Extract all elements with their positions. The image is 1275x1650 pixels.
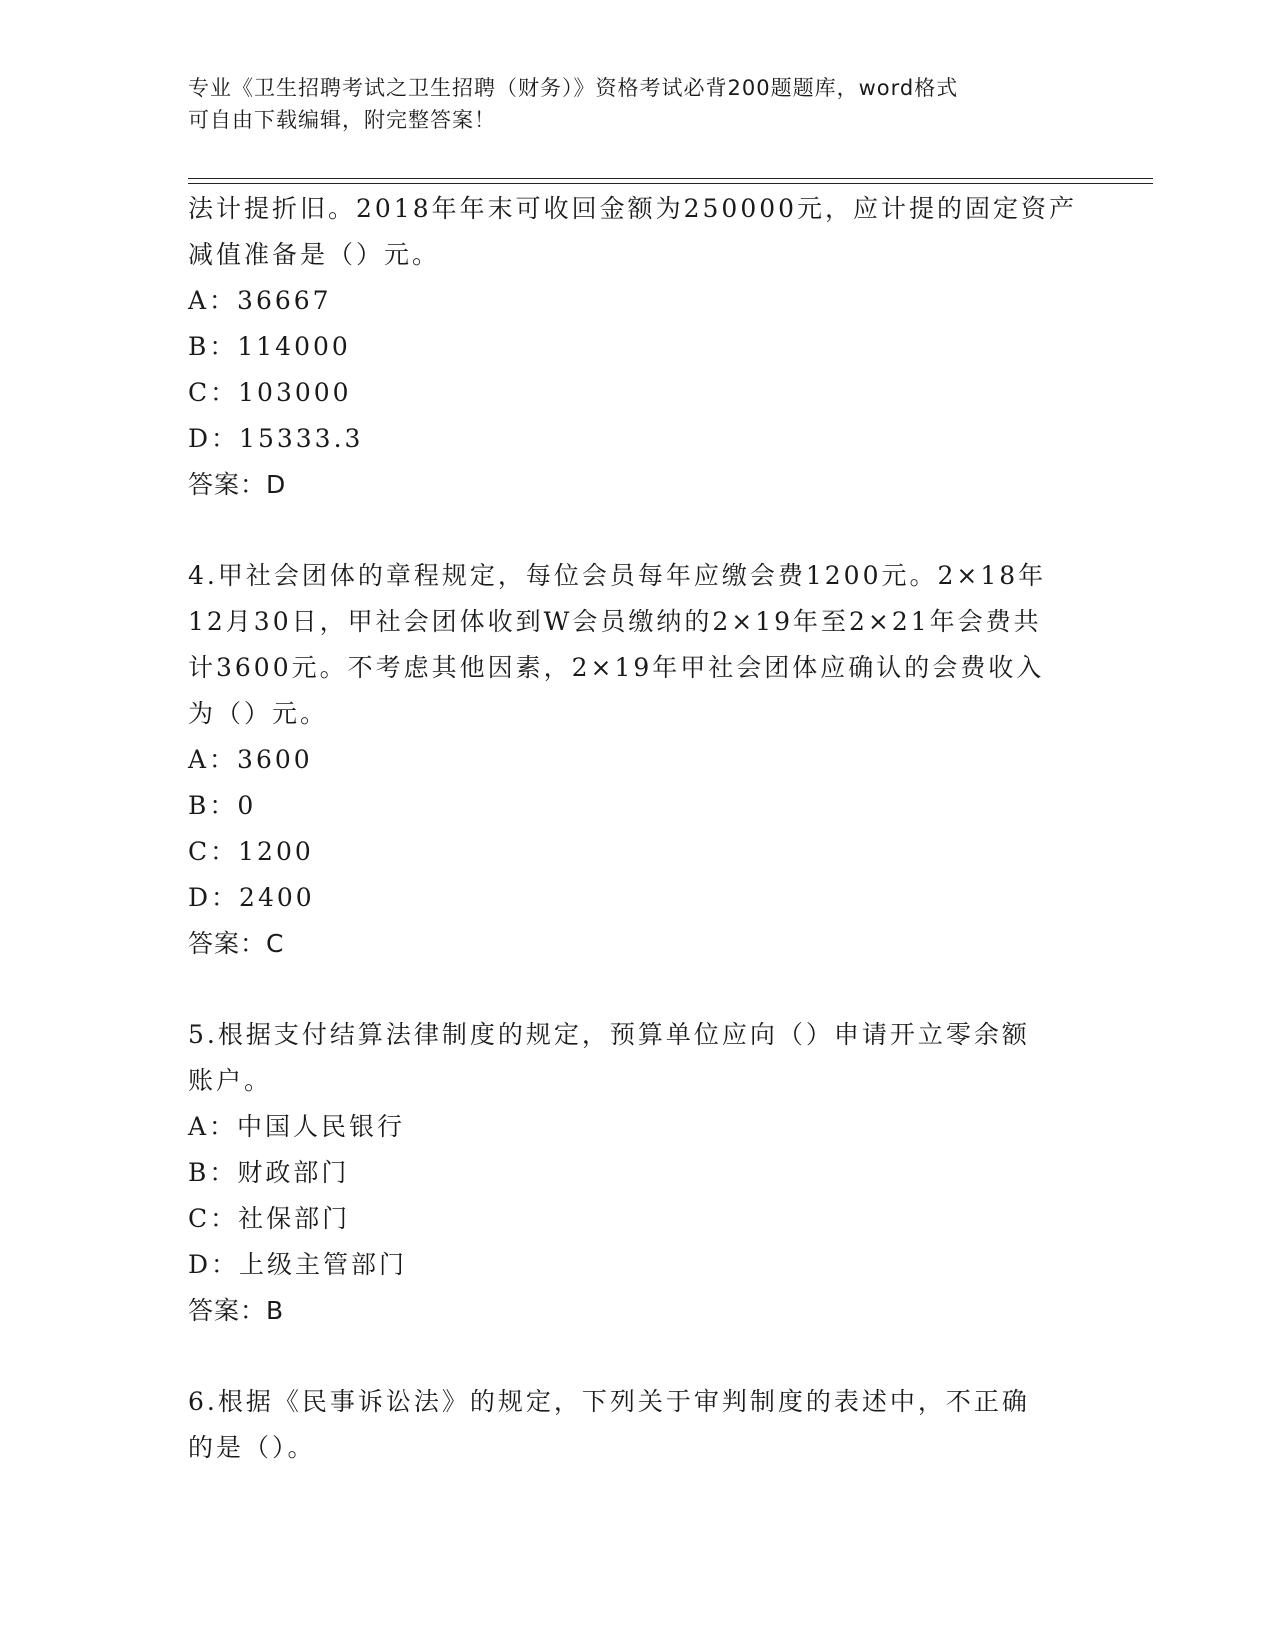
spacer — [188, 1334, 1088, 1379]
spacer — [188, 967, 1088, 1012]
option-c: C：社保部门 — [188, 1204, 351, 1233]
answer-line: 答案：B — [188, 1296, 285, 1325]
question-stem-line: 计3600元。不考虑其他因素，2×19年甲社会团体应确认的会费收入 — [188, 653, 1045, 682]
header-title-line-2: 可自由下载编辑，附完整答案！ — [188, 108, 496, 132]
option-d: D：2400 — [188, 883, 315, 912]
option-d: D：15333.3 — [188, 424, 364, 453]
question-list — [188, 186, 1088, 1471]
question-stem-line: 账户。 — [188, 1066, 273, 1095]
option-b: B：114000 — [188, 332, 351, 361]
question-5 — [188, 1012, 1088, 1334]
question-stem-line: 6.根据《民事诉讼法》的规定，下列关于审判制度的表述中，不正确 — [188, 1387, 1030, 1416]
question-6 — [188, 1379, 1088, 1471]
question-stem-line: 法计提折旧。2018年年末可收回金额为250000元，应计提的固定资产 — [188, 194, 1078, 223]
header-divider — [188, 178, 1153, 184]
option-c: C：1200 — [188, 837, 314, 866]
option-a: A：3600 — [188, 745, 313, 774]
question-stem-line: 4.甲社会团体的章程规定，每位会员每年应缴会费1200元。2×18年 — [188, 561, 1047, 590]
option-b: B：财政部门 — [188, 1158, 350, 1187]
question-stem-line: 12月30日，甲社会团体收到W会员缴纳的2×19年至2×21年会费共 — [188, 607, 1042, 636]
question-3 — [188, 186, 1088, 508]
question-stem-line: 的是（）。 — [188, 1433, 316, 1462]
option-b: B：0 — [188, 791, 257, 820]
question-stem-line: 5.根据支付结算法律制度的规定，预算单位应向（）申请开立零余额 — [188, 1020, 1030, 1049]
option-c: C：103000 — [188, 378, 352, 407]
document-header — [188, 72, 1068, 136]
question-4 — [188, 553, 1088, 967]
option-a: A：36667 — [188, 286, 332, 315]
question-stem-line: 减值准备是（）元。 — [188, 240, 441, 269]
spacer — [188, 508, 1088, 553]
answer-line: 答案：C — [188, 929, 285, 958]
question-stem-line: 为（）元。 — [188, 699, 329, 728]
option-a: A：中国人民银行 — [188, 1112, 406, 1141]
header-title-line-1: 专业《卫生招聘考试之卫生招聘（财务）》资格考试必背200题题库，word格式 — [188, 76, 959, 100]
answer-line: 答案：D — [188, 470, 287, 499]
option-d: D：上级主管部门 — [188, 1250, 408, 1279]
